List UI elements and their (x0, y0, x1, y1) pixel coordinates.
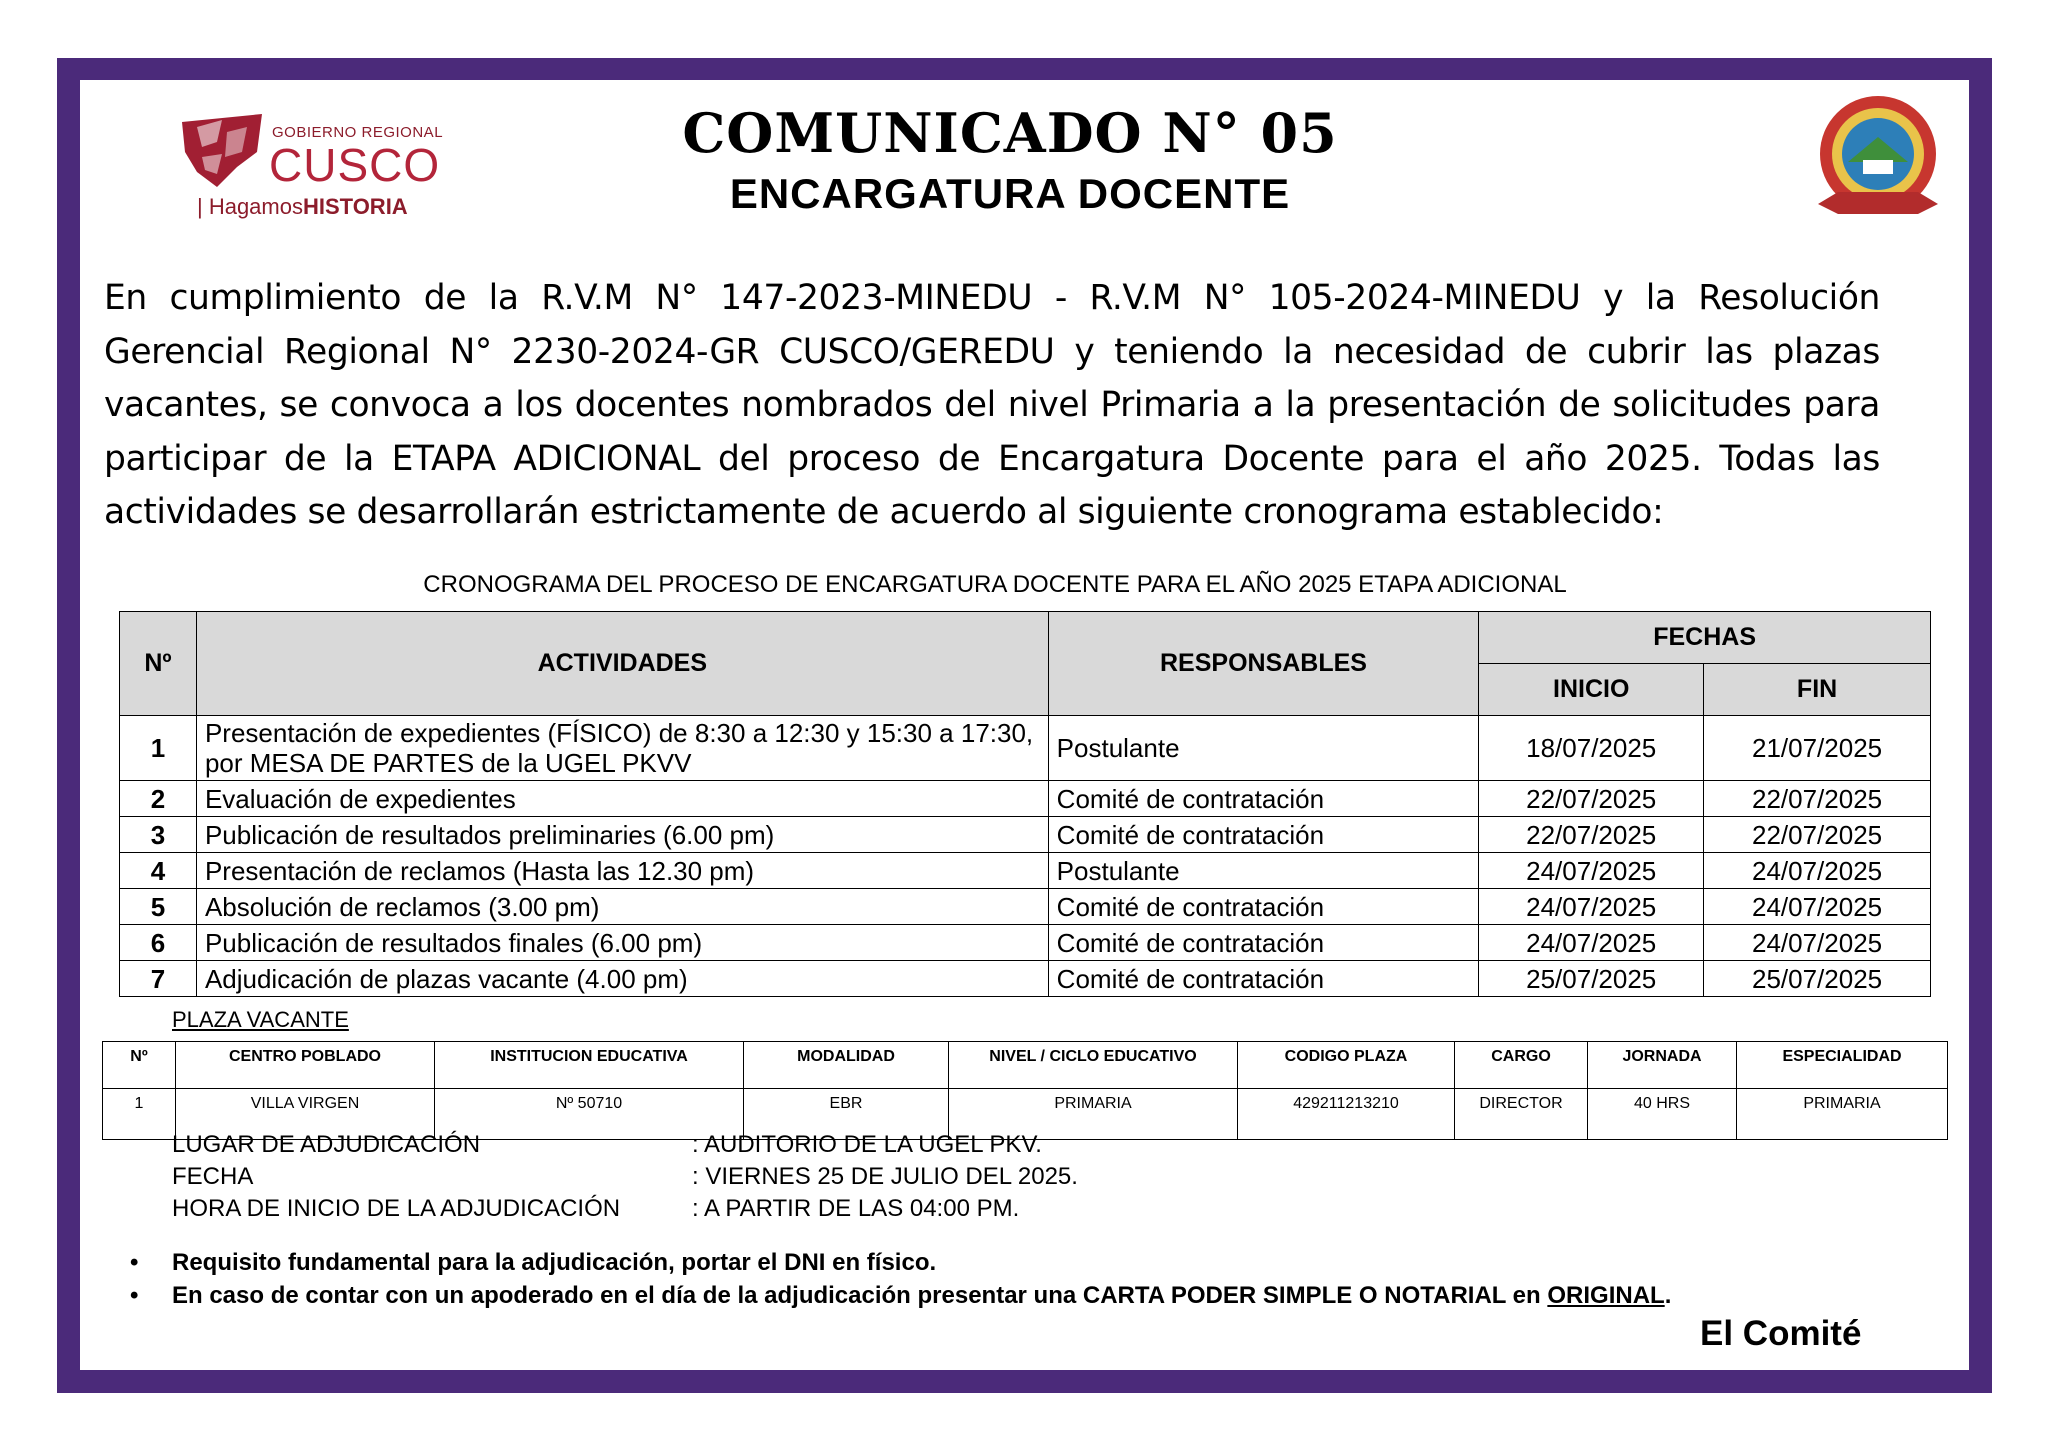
row-activity: Adjudicación de plazas vacante (4.00 pm) (196, 961, 1048, 997)
info-row (172, 1193, 1078, 1225)
plaza-header: CARGO (1455, 1042, 1588, 1089)
row-responsible: Comité de contratación (1048, 925, 1479, 961)
row-end-date: 22/07/2025 (1704, 781, 1931, 817)
info-value: : AUDITORIO DE LA UGEL PKV. (692, 1131, 1042, 1158)
plaza-cell: PRIMARIA (1737, 1089, 1948, 1140)
row-activity: Absolución de reclamos (3.00 pm) (196, 889, 1048, 925)
row-activity: Presentación de reclamos (Hasta las 12.30 pm) (196, 853, 1048, 889)
plaza-header: CENTRO POBLADO (176, 1042, 435, 1089)
info-value: : VIERNES 25 DE JULIO DEL 2025. (692, 1163, 1078, 1190)
requirement-text-end: . (1664, 1282, 1672, 1309)
col-header-n: Nº (120, 612, 197, 716)
row-end-date: 25/07/2025 (1704, 961, 1931, 997)
page-title: COMUNICADO N° 05 (682, 101, 1338, 165)
row-end-date: 24/07/2025 (1704, 889, 1931, 925)
table-row (120, 889, 1931, 925)
slogan-part-a: Hagamos (208, 194, 303, 219)
schedule-title: CRONOGRAMA DEL PROCESO DE ENCARGATURA DOCENTE PARA EL AÑO 2025 ETAPA ADICIONAL (423, 571, 1567, 598)
requirement-text-main: En caso de contar con un apoderado en el día de la adjudicación presentar una CARTA PODER SIMPLE O NOTARIAL en (172, 1282, 1548, 1309)
row-start-date: 24/07/2025 (1479, 853, 1704, 889)
row-activity: Publicación de resultados finales (6.00 pm) (196, 925, 1048, 961)
plaza-cell: 1 (103, 1089, 176, 1140)
list-item (130, 1279, 1671, 1312)
table-row (120, 853, 1931, 889)
row-number: 4 (120, 853, 197, 889)
plaza-header: MODALIDAD (744, 1042, 949, 1089)
row-responsible: Comité de contratación (1048, 817, 1479, 853)
plaza-cell: EBR (744, 1089, 949, 1140)
info-key: HORA DE INICIO DE LA ADJUDICACIÓN (172, 1195, 621, 1222)
plaza-header: INSTITUCION EDUCATIVA (435, 1042, 744, 1089)
row-responsible: Comité de contratación (1048, 961, 1479, 997)
col-header-start: INICIO (1479, 664, 1704, 716)
page-subtitle: ENCARGATURA DOCENTE (729, 170, 1291, 217)
row-number: 1 (120, 716, 197, 781)
col-header-activities: ACTIVIDADES (196, 612, 1048, 716)
schedule-table (119, 611, 1931, 997)
plaza-cell: DIRECTOR (1455, 1089, 1588, 1140)
row-start-date: 24/07/2025 (1479, 925, 1704, 961)
col-header-dates: FECHAS (1479, 612, 1931, 664)
info-key: FECHA (172, 1163, 254, 1190)
row-start-date: 22/07/2025 (1479, 817, 1704, 853)
table-row (120, 781, 1931, 817)
logo-line-2: CUSCO (269, 139, 441, 191)
row-end-date: 24/07/2025 (1704, 853, 1931, 889)
plaza-cell: 40 HRS (1588, 1089, 1737, 1140)
row-activity: Publicación de resultados preliminaries (6.00 pm) (196, 817, 1048, 853)
requirements-list (130, 1246, 1671, 1312)
bullet-icon: • (130, 1282, 139, 1309)
plaza-table (102, 1041, 1948, 1140)
list-item (130, 1246, 1671, 1279)
requirement-text (172, 1279, 1671, 1312)
plaza-header: Nº (103, 1042, 176, 1089)
cusco-emblem-icon (177, 112, 267, 192)
row-number: 2 (120, 781, 197, 817)
logo-slogan: | HagamosHISTORIA (197, 194, 408, 219)
intro-paragraph: En cumplimiento de la R.V.M N° 147-2023-MINEDU - R.V.M N° 105-2024-MINEDU y la Resolución Gerencial Regional N° 2230-2024-GR CUSCO/GEREDU y teniendo la necesidad de cubrir las plazas vacantes, se convoca a los docentes nombrados del nivel Primaria a la presentación de solicitudes para participar de la ETAPA ADICIONAL del proceso de Encargatura Docente para el año 2025. Todas las actividades se desarrollarán estrictamente de acuerdo al siguiente cronograma establecido: (104, 278, 1880, 532)
row-number: 5 (120, 889, 197, 925)
logo-line-1: GOBIERNO REGIONAL (272, 124, 444, 141)
row-responsible: Postulante (1048, 716, 1479, 781)
table-row (120, 716, 1931, 781)
row-end-date: 21/07/2025 (1704, 716, 1931, 781)
table-row (120, 961, 1931, 997)
row-number: 7 (120, 961, 197, 997)
requirement-text-underlined: ORIGINAL (1547, 1282, 1665, 1309)
plaza-vacante-label: PLAZA VACANTE (172, 1007, 349, 1032)
plaza-cell: VILLA VIRGEN (176, 1089, 435, 1140)
signature: El Comité (1700, 1314, 1862, 1353)
row-responsible: Comité de contratación (1048, 781, 1479, 817)
plaza-header: ESPECIALIDAD (1737, 1042, 1948, 1089)
row-responsible: Postulante (1048, 853, 1479, 889)
plaza-cell: PRIMARIA (949, 1089, 1238, 1140)
plaza-cell: 429211213210 (1238, 1089, 1455, 1140)
slogan-part-b: HISTORIA (302, 194, 408, 219)
requirement-text: Requisito fundamental para la adjudicación, portar el DNI en físico. (172, 1249, 937, 1276)
bullet-icon: • (130, 1249, 139, 1276)
row-number: 6 (120, 925, 197, 961)
info-key: LUGAR DE ADJUDICACIÓN (172, 1131, 481, 1158)
col-header-responsible: RESPONSABLES (1048, 612, 1479, 716)
row-activity: Evaluación de expedientes (196, 781, 1048, 817)
row-end-date: 22/07/2025 (1704, 817, 1931, 853)
col-header-end: FIN (1704, 664, 1931, 716)
row-end-date: 24/07/2025 (1704, 925, 1931, 961)
info-row (172, 1161, 1078, 1193)
row-responsible: Comité de contratación (1048, 889, 1479, 925)
row-number: 3 (120, 817, 197, 853)
plaza-header: JORNADA (1588, 1042, 1737, 1089)
adjudication-info (172, 1129, 1078, 1225)
plaza-cell: Nº 50710 (435, 1089, 744, 1140)
row-start-date: 22/07/2025 (1479, 781, 1704, 817)
info-row (172, 1129, 1078, 1161)
row-start-date: 18/07/2025 (1479, 716, 1704, 781)
info-value: : A PARTIR DE LAS 04:00 PM. (692, 1195, 1020, 1222)
table-row (120, 817, 1931, 853)
row-start-date: 25/07/2025 (1479, 961, 1704, 997)
row-start-date: 24/07/2025 (1479, 889, 1704, 925)
ugel-seal-logo (1808, 92, 1948, 232)
plaza-header: CODIGO PLAZA (1238, 1042, 1455, 1089)
row-activity: Presentación de expedientes (FÍSICO) de 8:30 a 12:30 y 15:30 a 17:30, por MESA DE PARTES de la UGEL PKVV (196, 716, 1048, 781)
gobierno-regional-cusco-logo (177, 112, 447, 222)
plaza-header: NIVEL / CICLO EDUCATIVO (949, 1042, 1238, 1089)
table-row (120, 925, 1931, 961)
